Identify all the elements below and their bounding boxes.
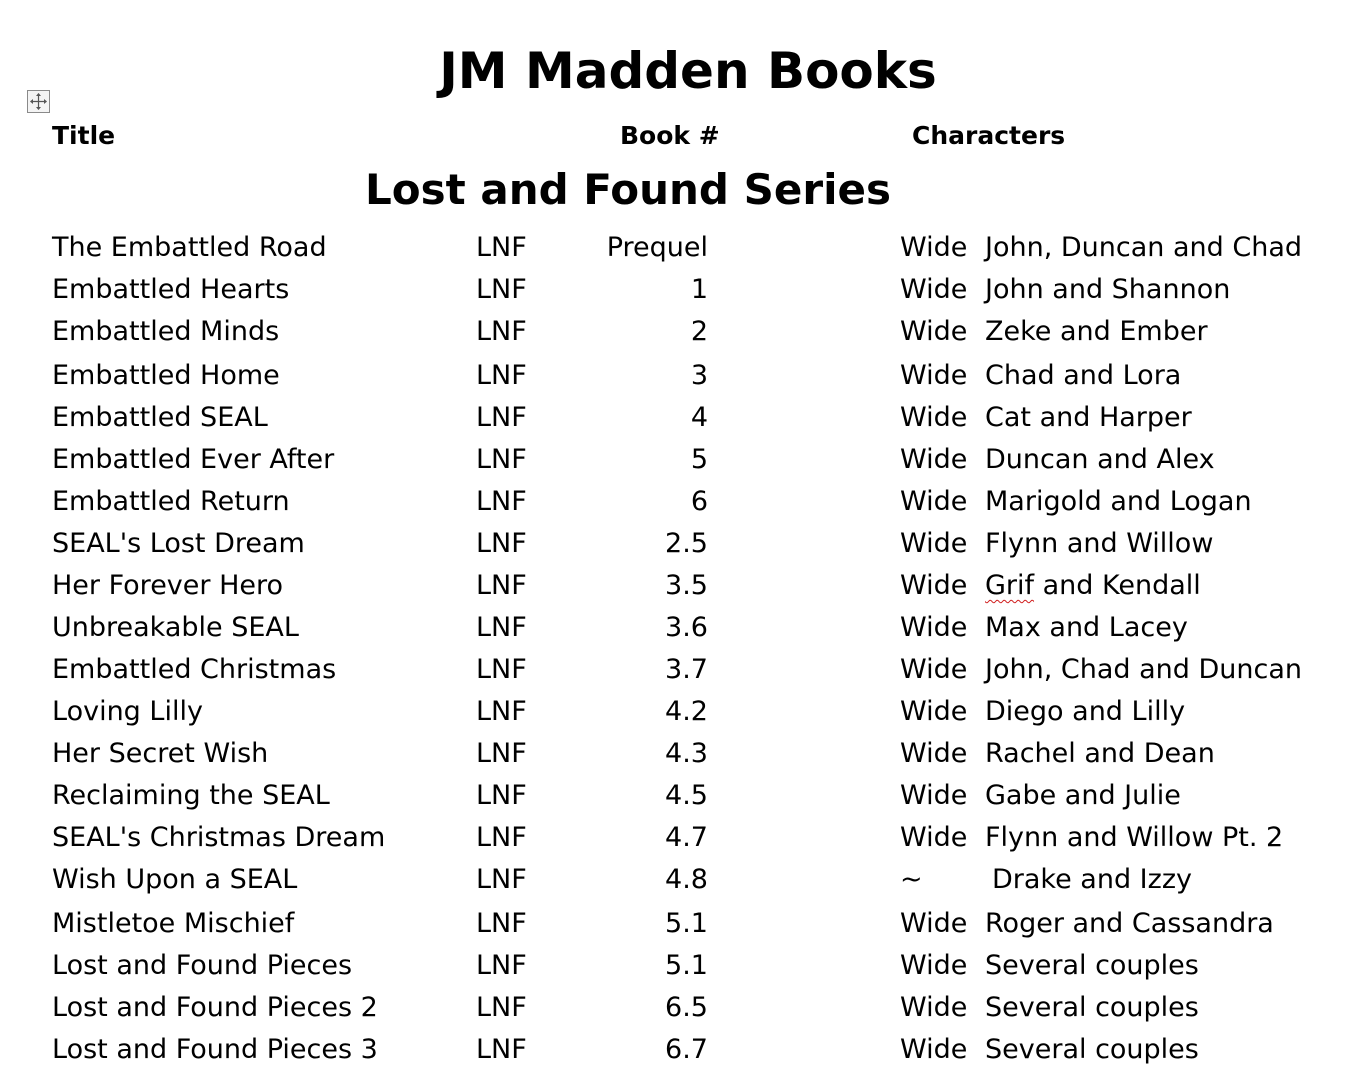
- book-title: Embattled Minds: [52, 316, 280, 347]
- series-heading: Lost and Found Series: [365, 165, 891, 214]
- book-title: Her Secret Wish: [52, 738, 269, 769]
- character-prefix: Wide: [900, 738, 968, 769]
- characters: Grif and Kendall: [985, 570, 1201, 601]
- book-number: 4.8: [665, 864, 708, 895]
- table-row: [0, 649, 1348, 691]
- table-row: [0, 355, 1348, 397]
- characters: John, Duncan and Chad: [985, 232, 1302, 263]
- series-code: LNF: [476, 992, 527, 1023]
- book-title: Embattled Home: [52, 360, 280, 391]
- book-title: Her Forever Hero: [52, 570, 284, 601]
- character-prefix: Wide: [900, 1034, 968, 1065]
- book-title: Embattled Hearts: [52, 274, 290, 305]
- series-code: LNF: [476, 274, 527, 305]
- character-prefix: Wide: [900, 274, 968, 305]
- book-number: 3.7: [665, 654, 708, 685]
- series-code: LNF: [476, 612, 527, 643]
- table-row: [0, 691, 1348, 733]
- series-code: LNF: [476, 908, 527, 939]
- book-number: 3.5: [665, 570, 708, 601]
- characters: Cat and Harper: [985, 402, 1192, 433]
- series-code: LNF: [476, 486, 527, 517]
- characters: Several couples: [985, 950, 1199, 981]
- character-prefix: Wide: [900, 950, 968, 981]
- character-prefix: Wide: [900, 486, 968, 517]
- characters: Marigold and Logan: [985, 486, 1252, 517]
- characters: Duncan and Alex: [985, 444, 1215, 475]
- characters: Flynn and Willow Pt. 2: [985, 822, 1284, 853]
- series-code: LNF: [476, 444, 527, 475]
- table-row: [0, 439, 1348, 481]
- book-number: 1: [690, 274, 708, 305]
- character-prefix: Wide: [900, 360, 968, 391]
- table-row: [0, 607, 1348, 649]
- document-title: JM Madden Books: [439, 42, 937, 100]
- book-number: 4.7: [665, 822, 708, 853]
- character-prefix: Wide: [900, 908, 968, 939]
- book-number: 6.7: [665, 1034, 708, 1065]
- characters: Max and Lacey: [985, 612, 1188, 643]
- character-prefix: Wide: [900, 654, 968, 685]
- characters: Several couples: [985, 1034, 1199, 1065]
- book-title: Embattled Return: [52, 486, 290, 517]
- book-title: Reclaiming the SEAL: [52, 780, 330, 811]
- characters: John, Chad and Duncan: [985, 654, 1302, 685]
- book-title: The Embattled Road: [52, 232, 327, 263]
- character-prefix: Wide: [900, 612, 968, 643]
- table-row: [0, 227, 1348, 269]
- book-number: 4.2: [665, 696, 708, 727]
- book-number: 3: [690, 360, 708, 391]
- series-code: LNF: [476, 950, 527, 981]
- table-row: [0, 817, 1348, 859]
- series-code: LNF: [476, 232, 527, 263]
- character-prefix: Wide: [900, 316, 968, 347]
- book-number: 4.5: [665, 780, 708, 811]
- table-row: [0, 775, 1348, 817]
- book-number: 5.1: [665, 908, 708, 939]
- table-row: [0, 397, 1348, 439]
- character-prefix: Wide: [900, 570, 968, 601]
- book-number: 5.1: [665, 950, 708, 981]
- table-move-handle[interactable]: [27, 90, 50, 113]
- table-row: [0, 859, 1348, 901]
- characters: Drake and Izzy: [992, 864, 1192, 895]
- series-code: LNF: [476, 864, 527, 895]
- book-number: 4: [690, 402, 708, 433]
- book-number: 4.3: [665, 738, 708, 769]
- characters: Several couples: [985, 992, 1199, 1023]
- book-number: 5: [690, 444, 708, 475]
- characters: John and Shannon: [985, 274, 1231, 305]
- series-code: LNF: [476, 654, 527, 685]
- table-row: [0, 523, 1348, 565]
- characters: Roger and Cassandra: [985, 908, 1274, 939]
- characters: Chad and Lora: [985, 360, 1182, 391]
- book-number: 6: [690, 486, 708, 517]
- series-code: LNF: [476, 402, 527, 433]
- book-title: Embattled Ever After: [52, 444, 335, 475]
- character-prefix: Wide: [900, 780, 968, 811]
- character-prefix: Wide: [900, 822, 968, 853]
- table-row: [0, 481, 1348, 523]
- series-code: LNF: [476, 696, 527, 727]
- book-title: Lost and Found Pieces: [52, 950, 353, 981]
- series-code: LNF: [476, 528, 527, 559]
- table-row: [0, 311, 1348, 353]
- book-title: Lost and Found Pieces 3: [52, 1034, 378, 1065]
- series-code: LNF: [476, 360, 527, 391]
- table-row: [0, 565, 1348, 607]
- book-title: Embattled SEAL: [52, 402, 268, 433]
- table-row: [0, 945, 1348, 987]
- column-header-characters: Characters: [912, 121, 1066, 150]
- character-prefix: Wide: [900, 528, 968, 559]
- characters: Gabe and Julie: [985, 780, 1181, 811]
- spelling-error-underline[interactable]: Grif: [985, 570, 1035, 601]
- characters: Rachel and Dean: [985, 738, 1215, 769]
- table-row: [0, 1029, 1348, 1071]
- column-header-title: Title: [52, 121, 116, 150]
- characters: Zeke and Ember: [985, 316, 1208, 347]
- move-arrows-icon: [28, 91, 49, 112]
- character-prefix: ~: [900, 864, 923, 895]
- character-prefix: Wide: [900, 992, 968, 1023]
- series-code: LNF: [476, 570, 527, 601]
- character-prefix: Wide: [900, 232, 968, 263]
- book-number: Prequel: [606, 232, 708, 263]
- table-row: [0, 733, 1348, 775]
- character-prefix: Wide: [900, 696, 968, 727]
- book-number: 2.5: [665, 528, 708, 559]
- book-title: SEAL's Christmas Dream: [52, 822, 386, 853]
- series-code: LNF: [476, 738, 527, 769]
- character-prefix: Wide: [900, 444, 968, 475]
- book-number: 6.5: [665, 992, 708, 1023]
- book-title: Unbreakable SEAL: [52, 612, 299, 643]
- book-number: 2: [690, 316, 708, 347]
- series-code: LNF: [476, 316, 527, 347]
- book-title: SEAL's Lost Dream: [52, 528, 305, 559]
- book-title: Loving Lilly: [52, 696, 203, 727]
- series-code: LNF: [476, 1034, 527, 1065]
- book-title: Lost and Found Pieces 2: [52, 992, 378, 1023]
- table-row: [0, 269, 1348, 311]
- book-title: Mistletoe Mischief: [52, 908, 295, 939]
- book-title: Embattled Christmas: [52, 654, 337, 685]
- book-title: Wish Upon a SEAL: [52, 864, 298, 895]
- book-number: 3.6: [665, 612, 708, 643]
- series-code: LNF: [476, 822, 527, 853]
- series-code: LNF: [476, 780, 527, 811]
- column-header-book-number: Book #: [620, 121, 720, 150]
- characters: Flynn and Willow: [985, 528, 1214, 559]
- character-prefix: Wide: [900, 402, 968, 433]
- table-row: [0, 903, 1348, 945]
- table-row: [0, 987, 1348, 1029]
- characters: Diego and Lilly: [985, 696, 1186, 727]
